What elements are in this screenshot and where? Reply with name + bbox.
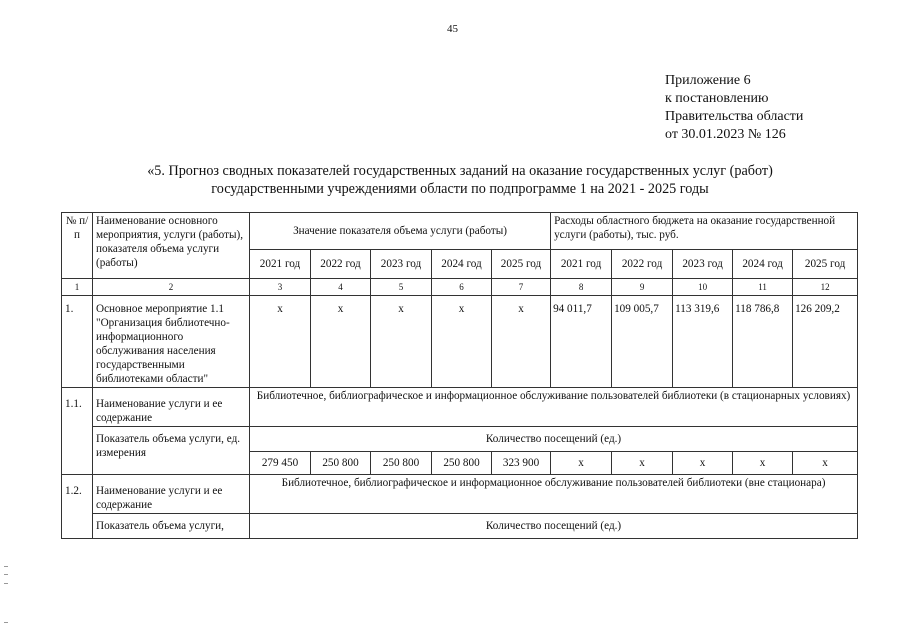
header-volume-group: Значение показателя объема услуги (работы) [250, 213, 551, 250]
expense-2021: х [551, 452, 612, 475]
appendix-line-1: Приложение 6 [665, 73, 751, 88]
title-line-1: «5. Прогноз сводных показателей государственных заданий на оказание государственных услуг (работ) [147, 163, 773, 179]
expense-2021: 94 011,7 [551, 296, 612, 388]
margin-mark-bottom [4, 622, 8, 623]
year-volume-2023: 2023 год [371, 250, 432, 279]
row-name: Основное мероприятие 1.1 "Организация библиотечно-информационного обслуживания населения государственными библиотеками области" [93, 296, 250, 388]
year-expense-2023: 2023 год [673, 250, 733, 279]
header-expense-group: Расходы областного бюджета на оказание государственной услуги (работы), тыс. руб. [551, 213, 858, 250]
row-number: 1. [62, 296, 93, 388]
column-numbers-row [62, 279, 858, 296]
appendix-line-2: к постановлению [665, 91, 769, 106]
appendix-line-4: от 30.01.2023 № 126 [665, 127, 786, 142]
volume-2024: х [432, 296, 492, 388]
indicator-name: Количество посещений (ед.) [250, 427, 858, 452]
service-description: Библиотечное, библиографическое и информационное обслуживание пользователей библиотеки (в стационарных условиях) [250, 388, 858, 427]
year-volume-2024: 2024 год [432, 250, 492, 279]
volume-2022: х [311, 296, 371, 388]
expense-2022: х [612, 452, 673, 475]
appendix-line-3: Правительства области [665, 109, 804, 124]
volume-2025: 323 900 [492, 452, 551, 475]
column-number: 2 [93, 279, 250, 296]
table-row-1-2-indicator [62, 514, 858, 539]
expense-2022: 109 005,7 [612, 296, 673, 388]
year-expense-2022: 2022 год [612, 250, 673, 279]
volume-2022: 250 800 [311, 452, 371, 475]
document-title [60, 162, 860, 198]
page-number: 45 [447, 23, 458, 35]
indicator-name: Количество посещений (ед.) [250, 514, 858, 539]
header-num: № п/п [62, 213, 93, 279]
year-expense-2025: 2025 год [793, 250, 858, 279]
column-number: 11 [733, 279, 793, 296]
column-number: 12 [793, 279, 858, 296]
volume-2021: х [250, 296, 311, 388]
expense-2024: 118 786,8 [733, 296, 793, 388]
indicator-label: Показатель объема услуги, [93, 514, 250, 539]
appendix-block [665, 72, 803, 144]
expense-2023: 113 319,6 [673, 296, 733, 388]
year-volume-2021: 2021 год [250, 250, 311, 279]
indicator-label: Показатель объема услуги, ед. измерения [93, 427, 250, 475]
table-row-1-1 [62, 388, 858, 427]
volume-2025: х [492, 296, 551, 388]
table-row-1-2 [62, 475, 858, 514]
service-name-label: Наименование услуги и ее содержание [93, 388, 250, 427]
column-number: 3 [250, 279, 311, 296]
column-number: 4 [311, 279, 371, 296]
column-number: 8 [551, 279, 612, 296]
table-header-row [62, 213, 858, 250]
column-number: 10 [673, 279, 733, 296]
expense-2023: х [673, 452, 733, 475]
year-expense-2021: 2021 год [551, 250, 612, 279]
service-description: Библиотечное, библиографическое и информационное обслуживание пользователей библиотеки (вне стационара) [250, 475, 858, 514]
title-line-2: государственными учреждениями области по подпрограмме 1 на 2021 - 2025 годы [211, 181, 709, 197]
table-row-1-1-indicator [62, 427, 858, 452]
service-name-label: Наименование услуги и ее содержание [93, 475, 250, 514]
year-volume-2025: 2025 год [492, 250, 551, 279]
margin-marks [4, 566, 8, 584]
header-name: Наименование основного мероприятия, услуги (работы), показателя объема услуги (работы) [93, 213, 250, 279]
column-number: 5 [371, 279, 432, 296]
expense-2025: 126 209,2 [793, 296, 858, 388]
column-number: 7 [492, 279, 551, 296]
volume-2024: 250 800 [432, 452, 492, 475]
year-expense-2024: 2024 год [733, 250, 793, 279]
volume-2023: 250 800 [371, 452, 432, 475]
row-number: 1.1. [62, 388, 93, 475]
year-volume-2022: 2022 год [311, 250, 371, 279]
table-row-1 [62, 296, 858, 388]
expense-2025: х [793, 452, 858, 475]
row-number: 1.2. [62, 475, 93, 539]
expense-2024: х [733, 452, 793, 475]
column-number: 9 [612, 279, 673, 296]
column-number: 1 [62, 279, 93, 296]
volume-2023: х [371, 296, 432, 388]
volume-2021: 279 450 [250, 452, 311, 475]
column-number: 6 [432, 279, 492, 296]
forecast-table [61, 212, 858, 539]
